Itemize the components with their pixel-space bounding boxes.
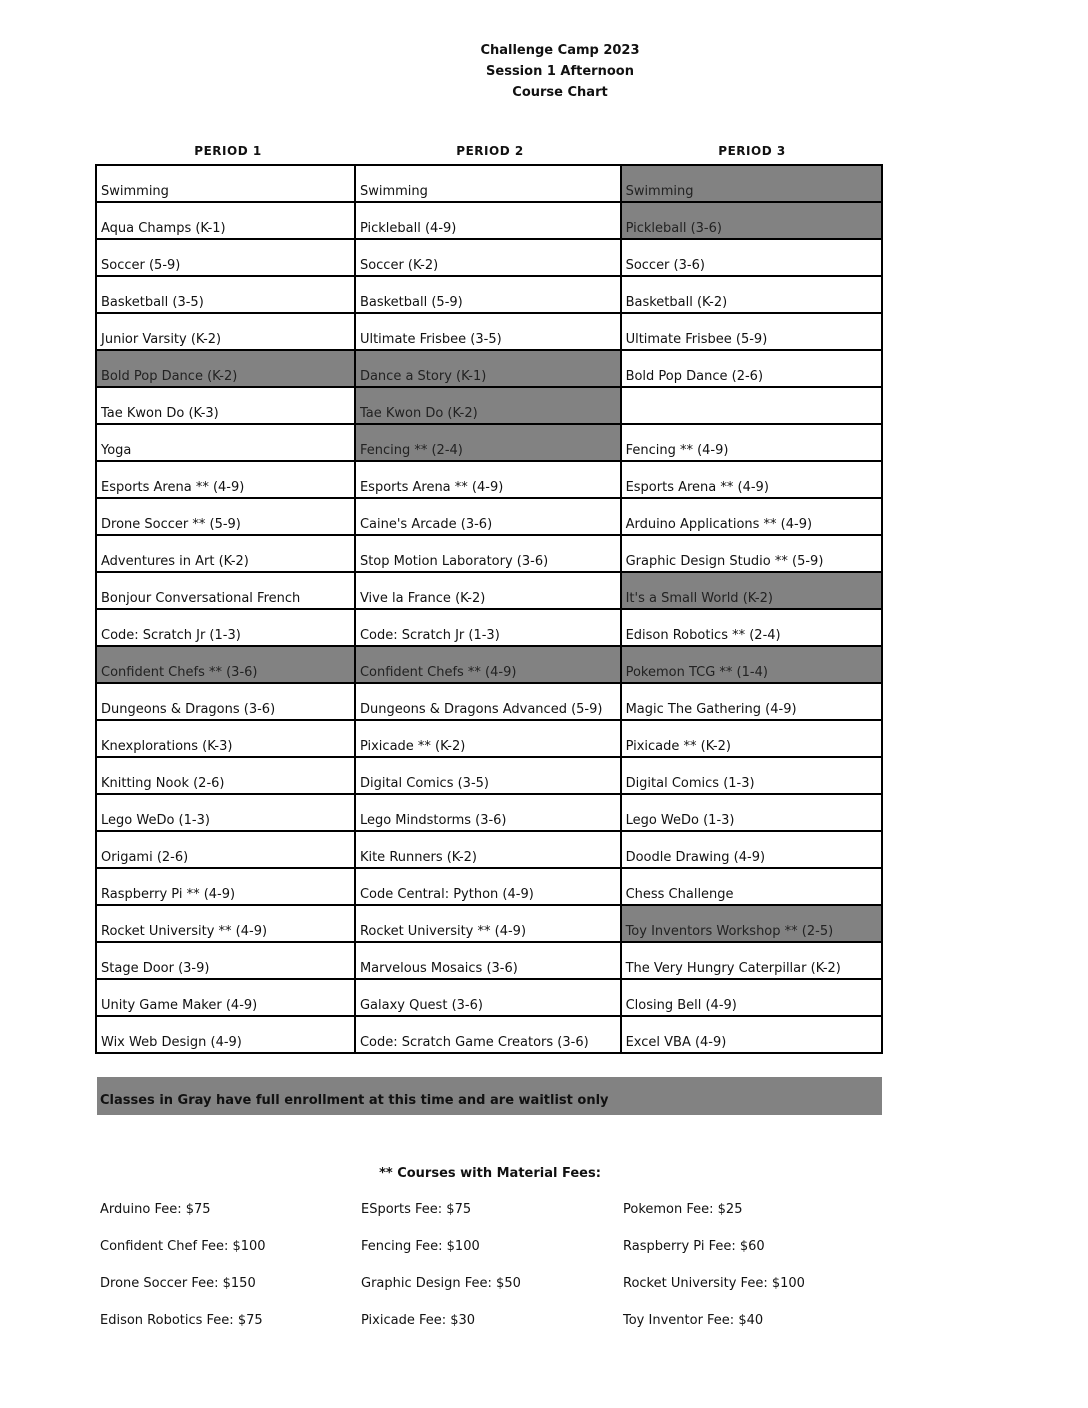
course-cell-period-2: Code Central: Python (4-9) [355,868,621,905]
course-cell-period-3: Chess Challenge [621,868,882,905]
course-cell-period-3: The Very Hungry Caterpillar (K-2) [621,942,882,979]
fee-item: Rocket University Fee: $100 [623,1276,805,1291]
course-cell-period-3: Swimming [621,165,882,202]
table-row [96,535,882,572]
course-cell-period-2: Esports Arena ** (4-9) [355,461,621,498]
course-cell-period-3: Digital Comics (1-3) [621,757,882,794]
course-cell-period-2: Basketball (5-9) [355,276,621,313]
fee-item: Toy Inventor Fee: $40 [623,1313,764,1328]
table-row [96,461,882,498]
course-cell-period-3: Magic The Gathering (4-9) [621,683,882,720]
course-cell-period-1: Basketball (3-5) [96,276,355,313]
course-cell-period-2: Dungeons & Dragons Advanced (5-9) [355,683,621,720]
course-cell-period-2: Galaxy Quest (3-6) [355,979,621,1016]
course-cell-period-3: Arduino Applications ** (4-9) [621,498,882,535]
course-cell-period-2: Caine's Arcade (3-6) [355,498,621,535]
course-cell-period-1: Esports Arena ** (4-9) [96,461,355,498]
table-row [96,609,882,646]
course-cell-period-3: It's a Small World (K-2) [621,572,882,609]
course-cell-period-2: Kite Runners (K-2) [355,831,621,868]
course-cell-period-3: Ultimate Frisbee (5-9) [621,313,882,350]
table-row [96,165,882,202]
table-row [96,498,882,535]
course-cell-period-3: Bold Pop Dance (2-6) [621,350,882,387]
course-cell-period-1: Dungeons & Dragons (3-6) [96,683,355,720]
course-cell-period-3: Pickleball (3-6) [621,202,882,239]
fee-item: Raspberry Pi Fee: $60 [623,1239,765,1254]
material-fees-heading: ** Courses with Material Fees: [379,1166,601,1181]
course-cell-period-2: Vive la France (K-2) [355,572,621,609]
course-cell-period-1: Aqua Champs (K-1) [96,202,355,239]
table-row [96,202,882,239]
course-cell-period-2: Confident Chefs ** (4-9) [355,646,621,683]
course-cell-period-3: Excel VBA (4-9) [621,1016,882,1053]
course-cell-period-2: Ultimate Frisbee (3-5) [355,313,621,350]
course-cell-period-2: Code: Scratch Jr (1-3) [355,609,621,646]
course-cell-period-1: Unity Game Maker (4-9) [96,979,355,1016]
table-row [96,905,882,942]
course-cell-period-1: Tae Kwon Do (K-3) [96,387,355,424]
course-cell-period-1: Confident Chefs ** (3-6) [96,646,355,683]
period-2-header: PERIOD 2 [456,144,524,158]
course-cell-period-3: Basketball (K-2) [621,276,882,313]
course-cell-period-3: Graphic Design Studio ** (5-9) [621,535,882,572]
course-cell-period-1: Stage Door (3-9) [96,942,355,979]
period-1-header: PERIOD 1 [194,144,262,158]
course-cell-period-1: Knexplorations (K-3) [96,720,355,757]
course-cell-period-2: Stop Motion Laboratory (3-6) [355,535,621,572]
table-row [96,979,882,1016]
table-row [96,683,882,720]
waitlist-note: Classes in Gray have full enrollment at this time and are waitlist only [97,1077,882,1115]
title-session: Session 1 Afternoon [486,64,634,79]
course-cell-period-2: Tae Kwon Do (K-2) [355,387,621,424]
fee-item: Fencing Fee: $100 [361,1239,480,1254]
course-cell-period-2: Pixicade ** (K-2) [355,720,621,757]
course-cell-period-1: Code: Scratch Jr (1-3) [96,609,355,646]
fee-item: Edison Robotics Fee: $75 [100,1313,263,1328]
table-row [96,572,882,609]
course-cell-period-3: Edison Robotics ** (2-4) [621,609,882,646]
period-headers [97,144,883,158]
table-row [96,868,882,905]
table-row [96,424,882,461]
fee-item: Pixicade Fee: $30 [361,1313,476,1328]
fee-item: Confident Chef Fee: $100 [100,1239,266,1254]
course-cell-period-1: Yoga [96,424,355,461]
document-title [0,40,1088,103]
course-cell-period-3: Lego WeDo (1-3) [621,794,882,831]
table-row [96,942,882,979]
fee-item: Arduino Fee: $75 [100,1202,211,1217]
course-cell-period-3: Pixicade ** (K-2) [621,720,882,757]
course-cell-period-2: Lego Mindstorms (3-6) [355,794,621,831]
period-3-header: PERIOD 3 [718,144,786,158]
table-row [96,387,882,424]
course-cell-period-3: Toy Inventors Workshop ** (2-5) [621,905,882,942]
course-cell-period-3 [621,387,882,424]
course-cell-period-1: Knitting Nook (2-6) [96,757,355,794]
course-cell-period-1: Lego WeDo (1-3) [96,794,355,831]
material-fees-list [100,1200,890,1331]
course-cell-period-1: Raspberry Pi ** (4-9) [96,868,355,905]
fee-item: ESports Fee: $75 [361,1202,472,1217]
table-row [96,831,882,868]
table-row [96,757,882,794]
table-row [96,646,882,683]
table-row [96,1016,882,1053]
course-cell-period-3: Soccer (3-6) [621,239,882,276]
course-cell-period-1: Bold Pop Dance (K-2) [96,350,355,387]
course-cell-period-3: Fencing ** (4-9) [621,424,882,461]
fee-item: Drone Soccer Fee: $150 [100,1276,256,1291]
table-row [96,276,882,313]
course-table [95,164,883,1054]
course-cell-period-3: Closing Bell (4-9) [621,979,882,1016]
fee-item: Graphic Design Fee: $50 [361,1276,521,1291]
course-cell-period-2: Digital Comics (3-5) [355,757,621,794]
table-row [96,239,882,276]
table-row [96,794,882,831]
course-cell-period-1: Soccer (5-9) [96,239,355,276]
course-cell-period-2: Pickleball (4-9) [355,202,621,239]
table-row [96,720,882,757]
course-cell-period-1: Adventures in Art (K-2) [96,535,355,572]
course-cell-period-1: Swimming [96,165,355,202]
course-cell-period-2: Rocket University ** (4-9) [355,905,621,942]
title-camp: Challenge Camp 2023 [480,43,640,58]
course-cell-period-2: Marvelous Mosaics (3-6) [355,942,621,979]
course-cell-period-1: Rocket University ** (4-9) [96,905,355,942]
course-cell-period-1: Origami (2-6) [96,831,355,868]
course-cell-period-3: Esports Arena ** (4-9) [621,461,882,498]
course-cell-period-2: Swimming [355,165,621,202]
course-cell-period-1: Drone Soccer ** (5-9) [96,498,355,535]
course-cell-period-1: Bonjour Conversational French [96,572,355,609]
fee-item: Pokemon Fee: $25 [623,1202,743,1217]
course-cell-period-1: Wix Web Design (4-9) [96,1016,355,1053]
title-chart: Course Chart [512,85,608,100]
course-cell-period-1: Junior Varsity (K-2) [96,313,355,350]
course-cell-period-2: Dance a Story (K-1) [355,350,621,387]
course-cell-period-3: Pokemon TCG ** (1-4) [621,646,882,683]
course-cell-period-2: Code: Scratch Game Creators (3-6) [355,1016,621,1053]
course-cell-period-3: Doodle Drawing (4-9) [621,831,882,868]
table-row [96,350,882,387]
table-row [96,313,882,350]
course-cell-period-2: Fencing ** (2-4) [355,424,621,461]
course-cell-period-2: Soccer (K-2) [355,239,621,276]
